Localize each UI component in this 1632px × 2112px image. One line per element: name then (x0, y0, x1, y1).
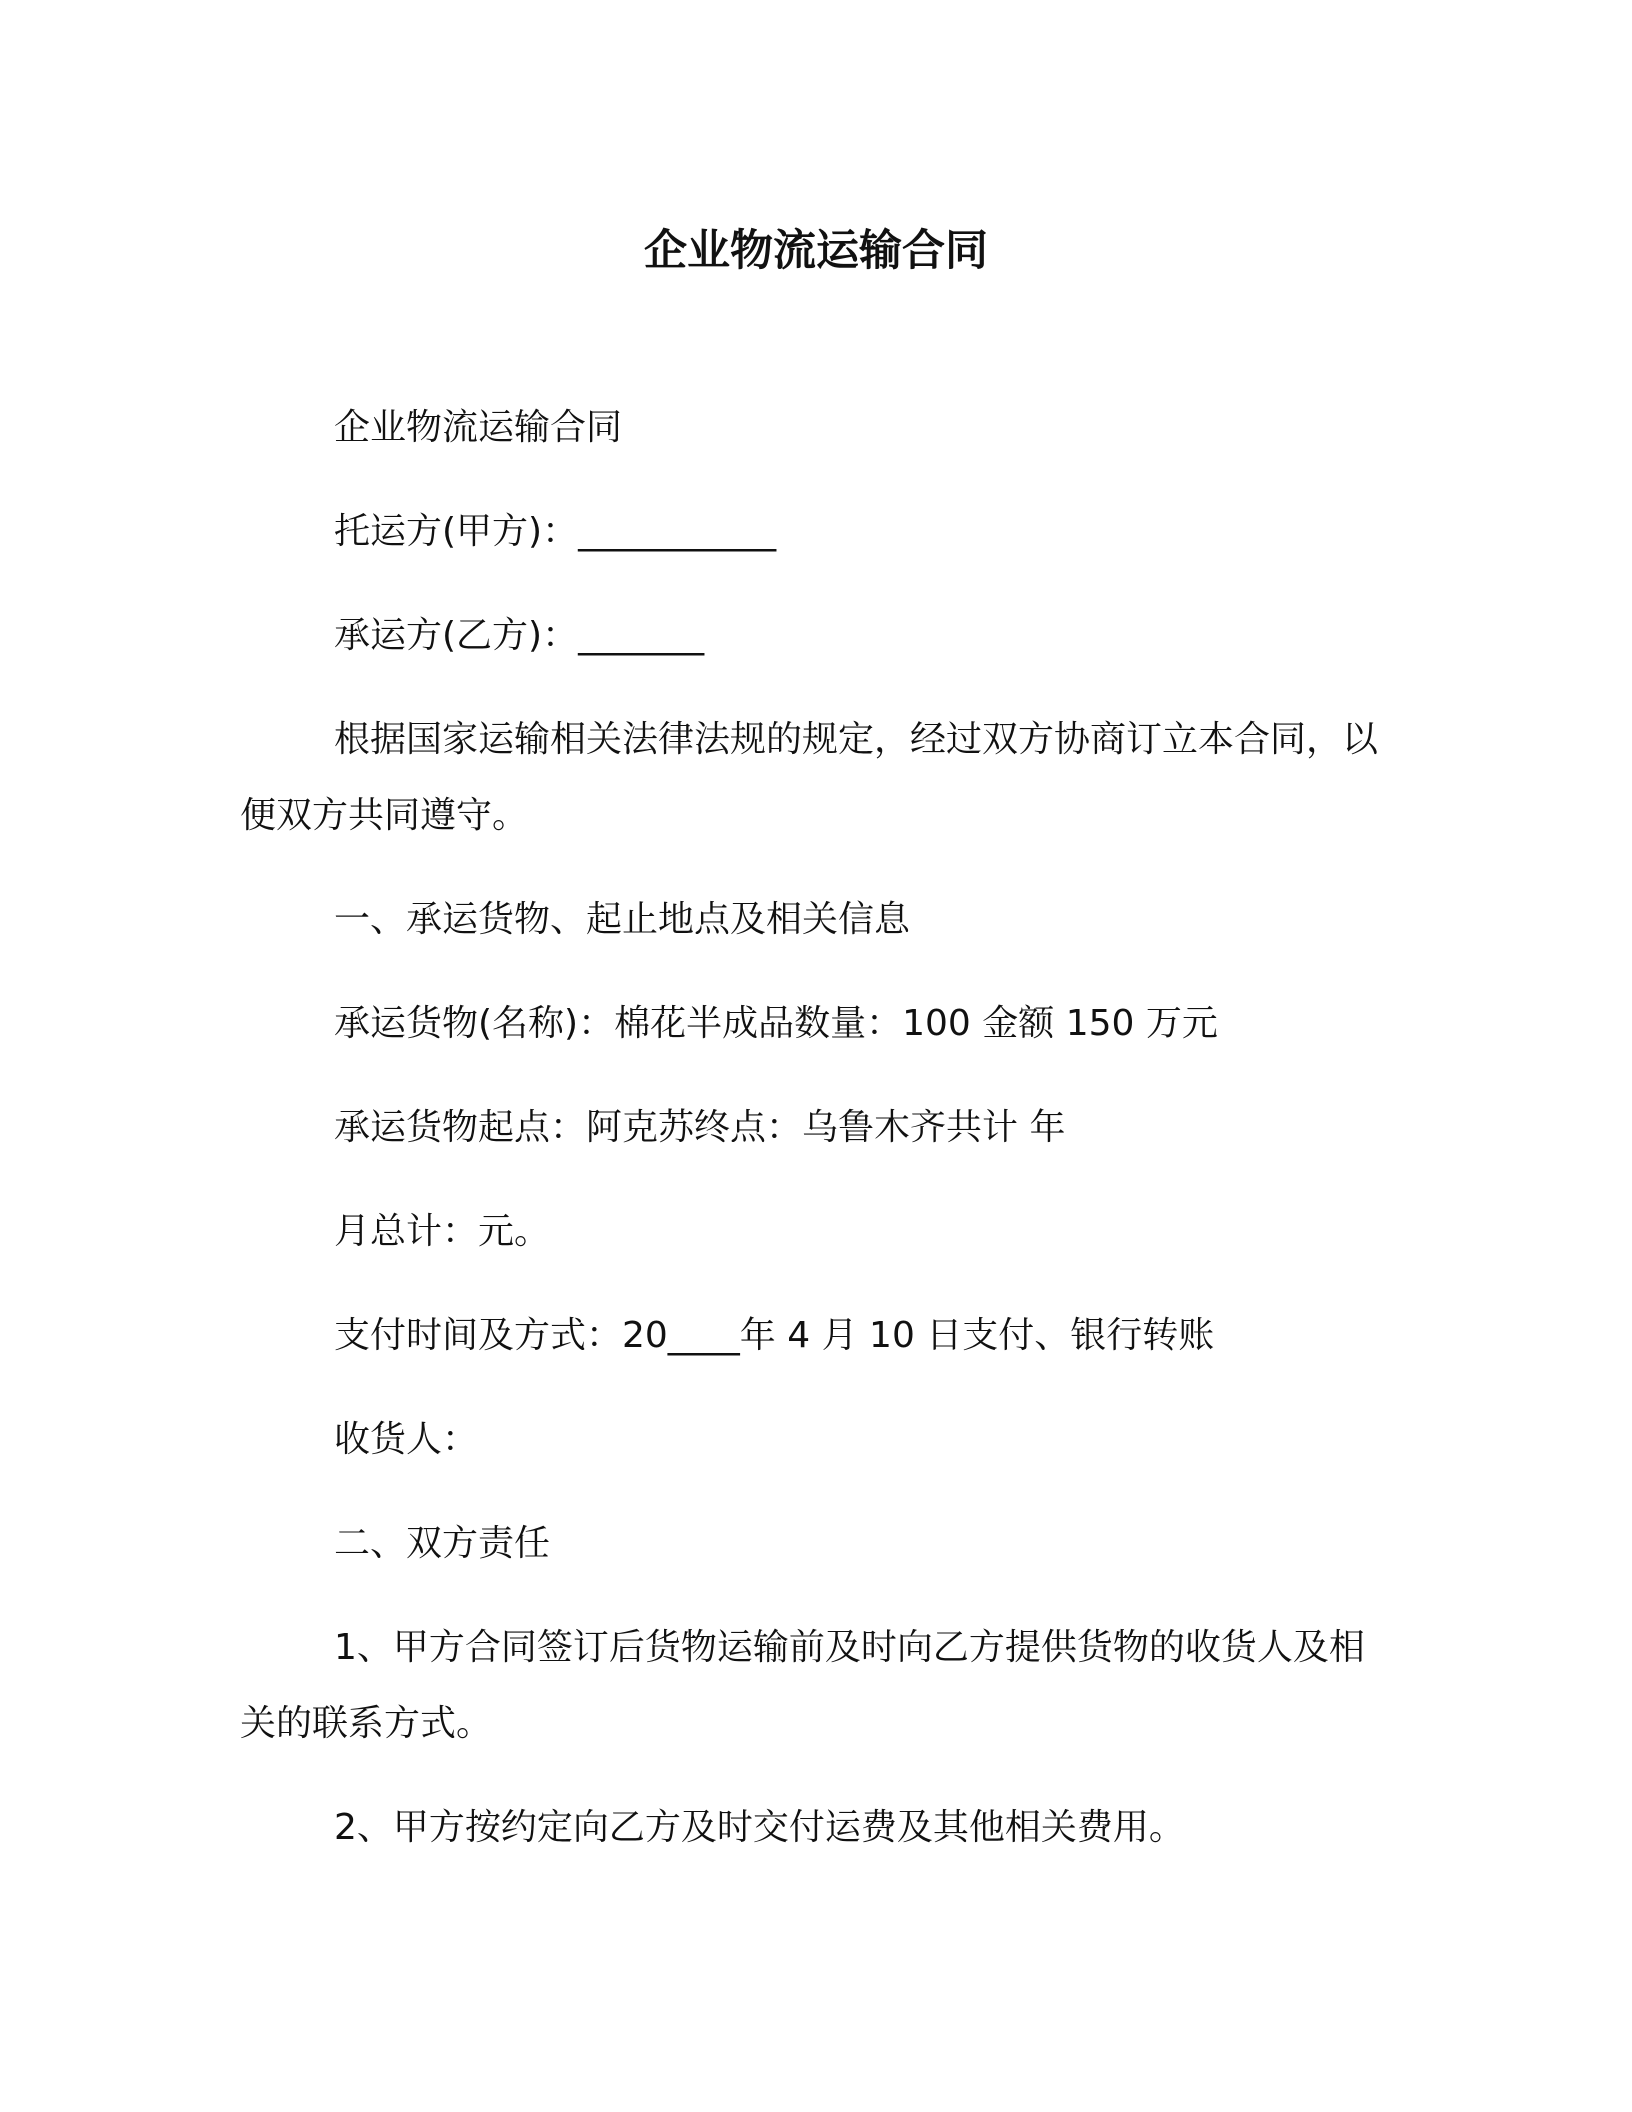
document-body (240, 390, 1390, 1894)
section-heading-goods: 一、承运货物、起止地点及相关信息 (334, 899, 911, 940)
paragraph-carrier: 承运方(乙方)：_______ (334, 615, 705, 656)
paragraph-payment: 支付时间及方式：20____年 4 月 10 日支付、银行转账 (334, 1315, 1215, 1356)
paragraph-consignee: 收货人： (334, 1419, 479, 1460)
document-title: 企业物流运输合同 (644, 226, 988, 276)
paragraph-subtitle: 企业物流运输合同 (334, 407, 623, 448)
paragraph-total: 月总计：元。 (334, 1211, 551, 1252)
paragraph-clause-2: 2、甲方按约定向乙方及时交付运费及其他相关费用。 (334, 1807, 1185, 1848)
paragraph-clause-1: 1、甲方合同签订后货物运输前及时向乙方提供货物的收货人及相关的联系方式。 (240, 1627, 1365, 1744)
paragraph-goods-name: 承运货物(名称)：棉花半成品数量：100 金额 150 万元 (334, 1003, 1218, 1044)
paragraph-preamble: 根据国家运输相关法律法规的规定，经过双方协商订立本合同，以便双方共同遵守。 (240, 719, 1379, 836)
paragraph-route: 承运货物起点：阿克苏终点：乌鲁木齐共计 年 (334, 1107, 1066, 1148)
section-heading-responsibilities: 二、双方责任 (334, 1523, 551, 1564)
paragraph-shipper: 托运方(甲方)：___________ (334, 511, 777, 552)
